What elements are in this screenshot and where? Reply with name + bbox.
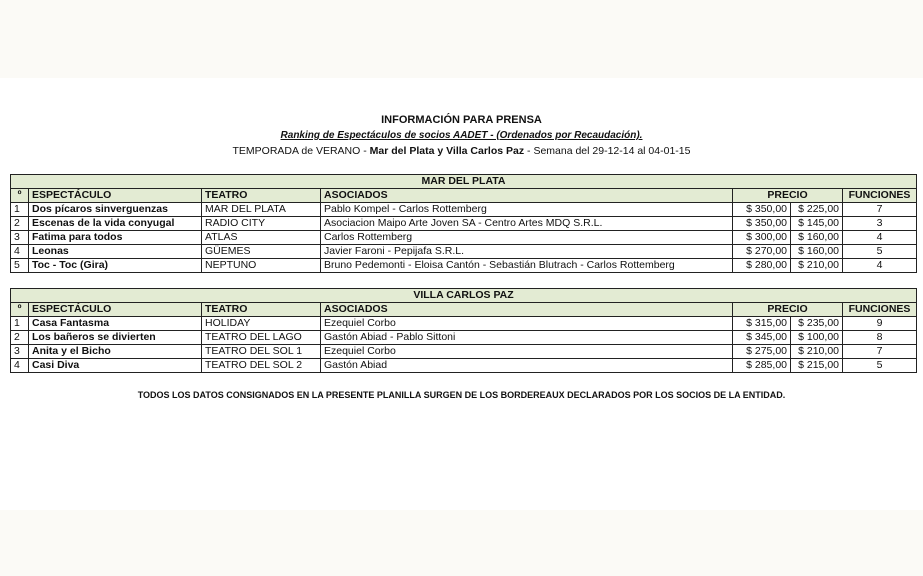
show-name: Anita y el Bicho (29, 345, 202, 359)
table-row (11, 231, 917, 245)
show-name: Leonas (29, 245, 202, 259)
column-header-num: º (11, 303, 29, 317)
row-number: 4 (11, 245, 29, 259)
price-min: $ 145,00 (791, 217, 843, 231)
page-subtitle: Ranking de Espectáculos de socios AADET - (Ordenados por Recaudación). (280, 130, 643, 141)
show-name: Casa Fantasma (29, 317, 202, 331)
theater-name: RADIO CITY (202, 217, 321, 231)
price-max: $ 285,00 (733, 359, 791, 373)
column-header-show: ESPECTÁCULO (29, 303, 202, 317)
show-name: Los bañeros se divierten (29, 331, 202, 345)
theater-name: HOLIDAY (202, 317, 321, 331)
row-number: 2 (11, 331, 29, 345)
table-row (11, 259, 917, 273)
theater-name: ATLAS (202, 231, 321, 245)
show-name: Escenas de la vida conyugal (29, 217, 202, 231)
price-max: $ 280,00 (733, 259, 791, 273)
associates: Ezequiel Corbo (321, 317, 733, 331)
price-min: $ 160,00 (791, 245, 843, 259)
row-number: 3 (11, 231, 29, 245)
table-row (11, 331, 917, 345)
functions-count: 5 (843, 245, 917, 259)
show-name: Toc - Toc (Gira) (29, 259, 202, 273)
price-min: $ 210,00 (791, 259, 843, 273)
associates: Asociacion Maipo Arte Joven SA - Centro Artes MDQ S.R.L. (321, 217, 733, 231)
column-header-price: PRECIO (733, 189, 843, 203)
price-max: $ 275,00 (733, 345, 791, 359)
associates: Ezequiel Corbo (321, 345, 733, 359)
footer-note: TODOS LOS DATOS CONSIGNADOS EN LA PRESENTE PLANILLA SURGEN DE LOS BORDEREAUX DECLARADOS POR LOS SOCIOS DE LA ENTIDAD. (137, 390, 786, 400)
show-name: Casi Diva (29, 359, 202, 373)
section-title: VILLA CARLOS PAZ (11, 289, 917, 303)
column-header-associates: ASOCIADOS (321, 303, 733, 317)
column-header-theater: TEATRO (202, 303, 321, 317)
functions-count: 9 (843, 317, 917, 331)
ranking-table-mar-del-plata (10, 174, 917, 273)
associates: Carlos Rottemberg (321, 231, 733, 245)
associates: Bruno Pedemonti - Eloisa Cantón - Sebastián Blutrach - Carlos Rottemberg (321, 259, 733, 273)
column-header-functions: FUNCIONES (843, 189, 917, 203)
table-row (11, 217, 917, 231)
ranking-table-villa-carlos-paz (10, 288, 917, 373)
theater-name: GÜEMES (202, 245, 321, 259)
table-row (11, 317, 917, 331)
functions-count: 3 (843, 217, 917, 231)
press-sheet (0, 78, 923, 510)
functions-count: 7 (843, 203, 917, 217)
row-number: 5 (11, 259, 29, 273)
season-places: Mar del Plata y Villa Carlos Paz (369, 145, 525, 157)
price-max: $ 350,00 (733, 203, 791, 217)
column-header-show: ESPECTÁCULO (29, 189, 202, 203)
row-number: 3 (11, 345, 29, 359)
theater-name: TEATRO DEL LAGO (202, 331, 321, 345)
table-row (11, 203, 917, 217)
functions-count: 7 (843, 345, 917, 359)
column-header-functions: FUNCIONES (843, 303, 917, 317)
table-row (11, 245, 917, 259)
associates: Pablo Kompel - Carlos Rottemberg (321, 203, 733, 217)
season-week: - Semana del 29-12-14 al 04-01-15 (524, 145, 691, 157)
price-min: $ 100,00 (791, 331, 843, 345)
price-max: $ 300,00 (733, 231, 791, 245)
price-max: $ 315,00 (733, 317, 791, 331)
functions-count: 8 (843, 331, 917, 345)
season-prefix: TEMPORADA de VERANO - (232, 145, 370, 157)
column-header-associates: ASOCIADOS (321, 189, 733, 203)
page-title: INFORMACIÓN PARA PRENSA (381, 114, 542, 126)
theater-name: MAR DEL PLATA (202, 203, 321, 217)
price-min: $ 235,00 (791, 317, 843, 331)
price-min: $ 160,00 (791, 231, 843, 245)
season-line (0, 145, 923, 157)
price-max: $ 350,00 (733, 217, 791, 231)
price-min: $ 225,00 (791, 203, 843, 217)
show-name: Dos pícaros sinverguenzas (29, 203, 202, 217)
row-number: 1 (11, 317, 29, 331)
theater-name: TEATRO DEL SOL 2 (202, 359, 321, 373)
theater-name: NEPTUNO (202, 259, 321, 273)
functions-count: 4 (843, 259, 917, 273)
row-number: 1 (11, 203, 29, 217)
show-name: Fatima para todos (29, 231, 202, 245)
table-row (11, 345, 917, 359)
row-number: 2 (11, 217, 29, 231)
associates: Javier Faroni - Pepijafa S.R.L. (321, 245, 733, 259)
price-max: $ 345,00 (733, 331, 791, 345)
functions-count: 5 (843, 359, 917, 373)
row-number: 4 (11, 359, 29, 373)
column-header-theater: TEATRO (202, 189, 321, 203)
price-min: $ 215,00 (791, 359, 843, 373)
table-row (11, 359, 917, 373)
theater-name: TEATRO DEL SOL 1 (202, 345, 321, 359)
section-title: MAR DEL PLATA (11, 175, 917, 189)
column-header-price: PRECIO (733, 303, 843, 317)
price-max: $ 270,00 (733, 245, 791, 259)
price-min: $ 210,00 (791, 345, 843, 359)
associates: Gastón Abiad - Pablo Sittoni (321, 331, 733, 345)
column-header-num: º (11, 189, 29, 203)
functions-count: 4 (843, 231, 917, 245)
associates: Gastón Abiad (321, 359, 733, 373)
